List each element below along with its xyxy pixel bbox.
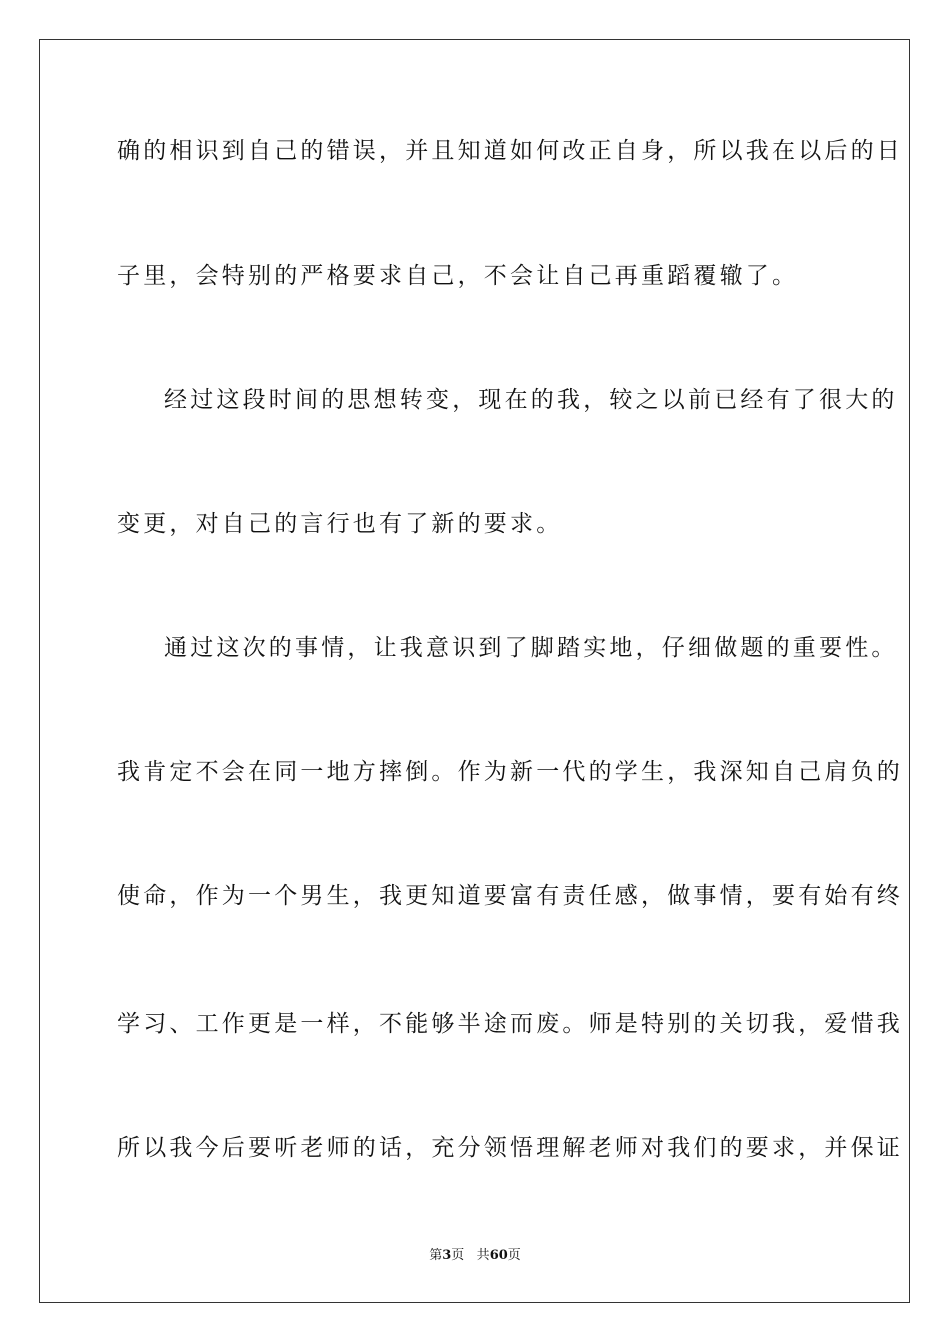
footer-page-prefix: 第 — [429, 1248, 443, 1263]
text-line-9: 所以我今后要听老师的话，充分领悟理解老师对我们的要求，并保证 — [117, 1135, 903, 1161]
footer-page-number: 3 — [442, 1248, 452, 1263]
footer-total-prefix: 共 — [476, 1248, 490, 1263]
text-line-8: 学习、工作更是一样，不能够半途而废。师是特别的关切我，爱惜我 — [117, 1011, 903, 1037]
page-frame — [39, 39, 910, 1303]
text-line-4: 变更，对自己的言行也有了新的要求。 — [117, 511, 563, 537]
page-footer — [0, 1248, 950, 1264]
text-line-2: 子里，会特别的严格要求自己，不会让自己再重蹈覆辙了。 — [117, 263, 799, 289]
text-line-7: 使命，作为一个男生，我更知道要富有责任感，做事情，要有始有终 — [117, 883, 903, 909]
text-line-5: 通过这次的事情，让我意识到了脚踏实地，仔细做题的重要性。 — [164, 635, 898, 661]
footer-page-suffix: 页 — [451, 1248, 465, 1263]
footer-total-pages: 60 — [489, 1248, 508, 1263]
text-line-6: 我肯定不会在同一地方摔倒。作为新一代的学生，我深知自己肩负的 — [117, 759, 903, 785]
footer-total-suffix: 页 — [507, 1248, 521, 1263]
text-line-1: 确的相识到自己的错误，并且知道如何改正自身，所以我在以后的日 — [117, 138, 903, 164]
text-line-3: 经过这段时间的思想转变，现在的我，较之以前已经有了很大的 — [164, 387, 898, 413]
